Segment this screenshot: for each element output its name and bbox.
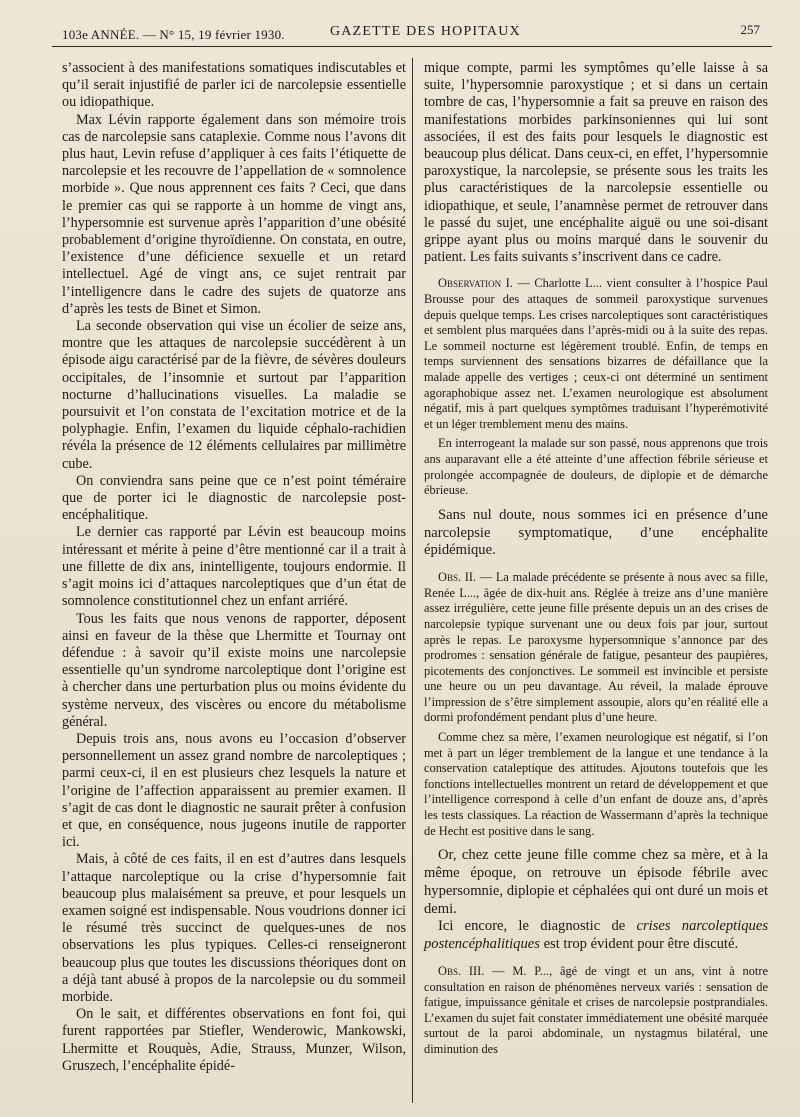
observation-label: Obs. II.: [438, 570, 477, 585]
paragraph: Tous les faits que nous venons de rapporter, déposent ainsi en faveur de la thèse que Lhermitte et Tournay ont défendue : à savoir qu’il existe moins une narcolepsie essentielle qu’un syndrome narcoleptique dont l’origine est à chercher dans une perturbation plus ou moins évidente du système nerveux, des viscères ou encore du métabolisme général.: [62, 610, 406, 730]
observation-1-continued: En interrogeant la malade sur son passé, nous apprenons que trois ans auparavant elle a été atteinte d’une affection fébrile sérieuse et prolongée accompagnée de douleurs, de diplopie et de démarche ébrieuse.: [424, 436, 768, 498]
observation-label: Obs. III.: [438, 964, 485, 979]
page-header: [62, 22, 764, 44]
observation-text: — La malade précédente se présente à nous avec sa fille, Renée L..., âgée de dix-huit ans. Réglée à treize ans d’une manière assez irrégulière, cette jeune fille présente depuis un an des crises de narcolepsie typique survenant une ou deux fois par jour, surtout après le repas. Le paroxysme hypersomnique s’annonce par des prodromes : sensation générale de fatigue, pesanteur des paupières, picotements des conjonctives. Le sommeil est invincible et persiste une heure ou un peu davantage. Au réveil, la malade éprouve l’impression de s’être simplement assoupie, alors qu’en réalité elle a dormi profondément pendant plus d’une heure.: [424, 570, 768, 725]
observation-2-continued: Comme chez sa mère, l’examen neurologique est négatif, si l’on met à part un léger tremblement de la langue et une tendance à la conservation cataleptique des attitudes. Ajoutons toutefois que les fonctions intellectuelles montrent un retard de développement et que l’intelligence correspond à celle d’un enfant de douze ans, d’après les tests classiques. La réaction de Wassermann d’après la technique de Hecht est positive dans le sang.: [424, 730, 768, 838]
paragraph: Le dernier cas rapporté par Lévin est beaucoup moins intéressant et mérite à peine d’être mentionné car il a trait à une fillette de dix ans, inintelligente, toujours endormie. Il s’agit moins ici d’attaques narcoleptiques que d’un état de somnolence constitutionnel chez un enfant arriéré.: [62, 524, 406, 610]
commentary: Sans nul doute, nous sommes ici en présence d’une narcolepsie symptomatique, d’une encéphalite épidémique.: [424, 506, 768, 559]
observation-1: [424, 276, 768, 432]
paragraph: La seconde observation qui vise un écolier de seize ans, montre que les attaques de narcolepsie succédèrent à un épisode aigu caractérisé par de la fièvre, de sévères douleurs occipitales, de l’insomnie et surtout par l’apparition nocturne d’hallucinations visuelles. La maladie se poursuivit et l’on constata de l’excitation motrice et de la polyphagie. Enfin, l’examen du liquide céphalo-rachidien révéla la présence de 12 éléments cellulaires par millimètre cube.: [62, 318, 406, 472]
observation-text: — M. P..., âgé de vingt et un ans, vint à notre consultation en raison de phénomènes nerveux variés : sensation de fatigue, impuissance génitale et crises de narcolepsie postprandiales. L’examen du sujet fait constater immédiatement une obésité marquée surtout de la paroi abdominale, un nystagmus bilatéral, une diminution des: [424, 964, 768, 1056]
page-number: 257: [740, 22, 760, 37]
commentary: Or, chez cette jeune fille comme chez sa mère, et à la même époque, on retrouve un épisode fébrile avec hypersomnie, diplopie et céphalées qui ont duré un mois et demi.: [424, 847, 768, 917]
issue-info: 103e ANNÉE. — N° 15, 19 février 1930.: [62, 27, 285, 42]
paragraph: Depuis trois ans, nous avons eu l’occasion d’observer personnellement un assez grand nombre de narcoleptiques ; parmi ceux-ci, il en est plusieurs chez lesquels la nature et l’origine de l’affection apparaissent au premier examen. Il s’agit de cas dont le diagnostic ne saurait prêter à confusion et que, en conséquence, nous jugeons inutile de rapporter ici.: [62, 730, 406, 851]
observation-label: Observation I.: [438, 276, 513, 291]
column-divider: [412, 58, 413, 1103]
paragraph: On le sait, et différentes observations en font foi, qui furent rapportées par Stiefler, Wenderowic, Mankowski, Lhermitte et Rouquès, Adie, Strauss, Munzer, Wilson, Gruszech, l’encéphalite épidé-: [62, 1006, 406, 1074]
right-column: [424, 60, 768, 1058]
observation-3: [424, 964, 768, 1058]
paragraph: Mais, à côté de ces faits, il en est d’autres dans lesquels l’attaque narcoleptique ou la crise d’hypersomnie fait beaucoup plus malaisément sa preuve, et pour lesquels un examen soigné est indispensable. Nous voudrions donner ici le résumé très succinct de quelques-unes de nos observations les plus typiques. Celles-ci renseigneront beaucoup plus que toutes les discussions théoriques dont on a déjà tant abusé à propos de la narcolepsie ou du sommeil morbide.: [62, 851, 406, 1005]
paragraph: On conviendra sans peine que ce n’est point téméraire que de porter ici le diagnostic de narcolepsie post-encéphalitique.: [62, 472, 406, 524]
paragraph: mique compte, parmi les symptômes qu’elle laisse à sa suite, l’hypersomnie paroxystique ; et si dans un certain tombre de cas, l’hypersomnie a fait sa preuve en raison des manifestations morbides parkinsoniennes qui lui sont associées, il est des faits pour lesquels le diagnostic est beaucoup plus délicat. Dans ceux-ci, en effet, l’hypersomnie paroxystique, la narcolepsie, se présente sous les traits les plus caractéristiques de la narcolepsie essentielle ou idiopathique, et seule, l’anamnèse permet de retrouver dans le passé du sujet, une encéphalite aiguë ou une soi-disant grippe ayant plus ou moins marqué dans le souvenir du patient. Les faits suivants s’inscrivent dans ce cadre.: [424, 60, 768, 266]
journal-title: GAZETTE DES HOPITAUX: [330, 24, 521, 39]
observation-2: [424, 570, 768, 726]
commentary: [424, 918, 768, 954]
commentary-text: Ici encore, le diagnostic de: [438, 918, 637, 935]
observation-text: — Charlotte L... vient consulter à l’hospice Paul Brousse pour des attaques de sommeil paroxystique survenues depuis quelque temps. Les crises narcoleptiques sont caractéristiques et semblent plus marquées dans l’après-midi ou à la suite des repas. Le sommeil nocturne est légèrement troublé. Enfin, de temps en temps surviennent des sensations bizarres de défaillance que la malade appelle des vertiges ; ceux-ci ont déterminé un sentiment agoraphobique assez net. L’examen neurologique est absolument négatif, mis à part quelques symptômes traduisant l’hyperémotivité et un léger tremblement menu des mains.: [424, 276, 768, 431]
paragraph: Max Lévin rapporte également dans son mémoire trois cas de narcolepsie sans cataplexie. Comme nous l’avons dit plus haut, Levin refuse d’appliquer à ces faits l’étiquette de narcolepsie et les recouvre de l’appellation de « somnolence morbide ». Que nous apprennent ces faits ? Ceci, que dans le premier cas qui se rapporte à un homme de vingt ans, l’hypersomnie est survenue après l’apparition d’une obésité probablement d’origine thyroïdienne. On constata, en outre, l’existence d’une déficience sexuelle et un retard intellectuel. Agé de vingt ans, ce sujet rentrait par l’intelligencre dans le cadre des sujets de quatorze ans d’après les tests de Binet et Simon.: [62, 111, 406, 317]
commentary-text: est trop évident pour être discuté.: [539, 936, 739, 953]
diagnosis-emphasis: crises narcoleptiques postencéphalitiques: [424, 918, 768, 953]
left-column: [62, 60, 406, 1075]
paragraph: s’associent à des manifestations somatiques indiscutables et qu’il serait injustifié de parler ici de narcolepsie essentielle ou idiopathique.: [62, 60, 406, 111]
header-rule: [52, 46, 772, 47]
